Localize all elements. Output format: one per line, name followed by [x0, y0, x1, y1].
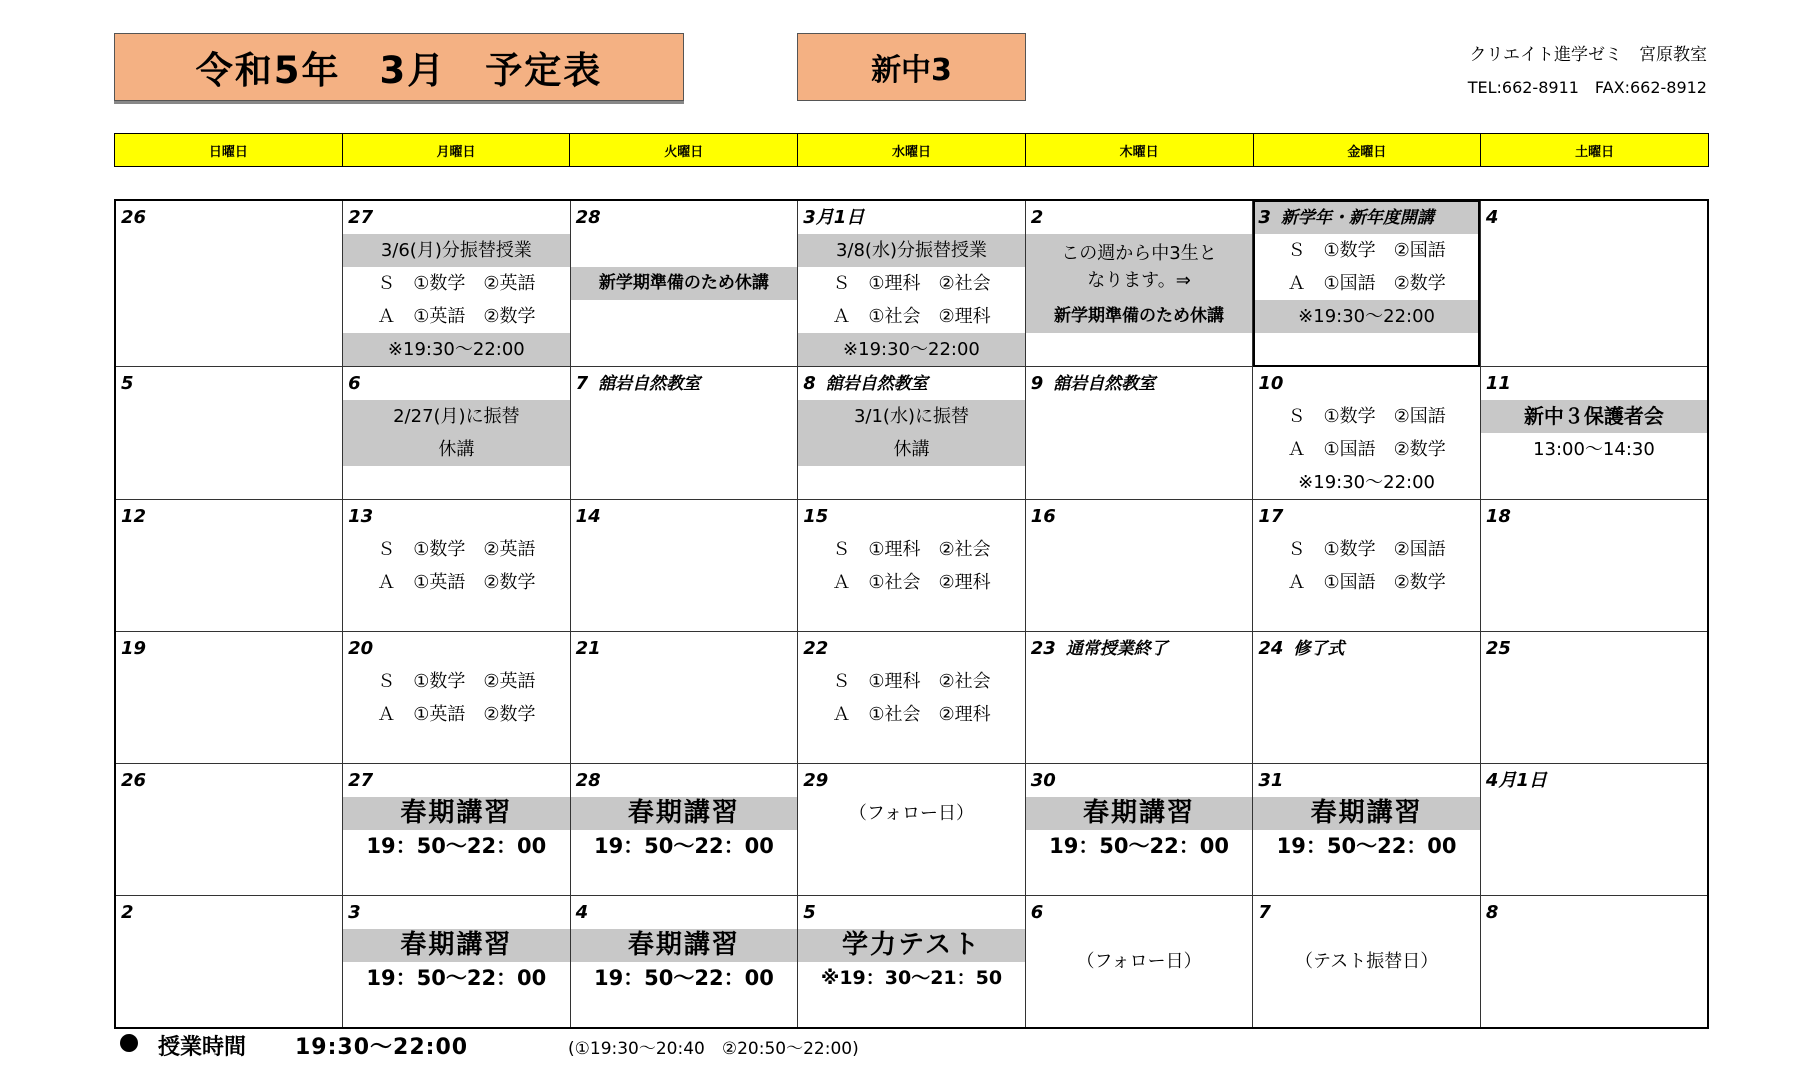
- calendar-week: [115, 632, 1708, 764]
- calendar-cell: [1480, 200, 1708, 367]
- calendar-cell: [798, 200, 1026, 367]
- day-number: 28: [575, 770, 601, 791]
- day-number: 21: [575, 638, 601, 659]
- calendar-cell: [1253, 764, 1481, 896]
- school-contact: TEL:662-8911 FAX:662-8912: [1467, 78, 1707, 97]
- schedule-line: Ｓ ①理科 ②社会: [832, 539, 991, 560]
- day-number: 11: [1485, 373, 1511, 394]
- session-time: ※19：30～21：50: [820, 967, 1003, 989]
- weekday-header: [114, 133, 1709, 167]
- calendar-cell: [343, 367, 571, 500]
- event-label: 修了式: [1293, 639, 1345, 659]
- schedule-line: Ａ ①国語 ②数学: [1287, 439, 1446, 460]
- schedule-line: Ａ ①英語 ②数学: [377, 572, 536, 593]
- calendar-cell: [570, 500, 798, 632]
- day-number: 4: [575, 902, 589, 923]
- day-number: 4月1日: [1485, 770, 1547, 791]
- calendar-cell: [343, 200, 571, 367]
- event-label: 舘岩自然教室: [1053, 374, 1156, 394]
- schedule-line: 3/8(水)分振替授業: [798, 234, 1025, 267]
- calendar-cell: [115, 500, 343, 632]
- calendar-cell: [570, 896, 798, 1028]
- schedule-note: [1026, 234, 1253, 300]
- calendar-cell: [1025, 632, 1253, 764]
- day-number: 28: [575, 207, 601, 228]
- calendar-cell: [570, 200, 798, 367]
- schedule-line: ※19:30～22:00: [798, 333, 1025, 366]
- session-time: 19：50～22：00: [1276, 834, 1457, 858]
- schedule-line: 13:00～14:30: [1533, 439, 1655, 460]
- session-time: 19：50～22：00: [593, 966, 774, 990]
- session-title: 春期講習: [571, 797, 798, 830]
- session-title: 春期講習: [343, 797, 570, 830]
- event-label: 舘岩自然教室: [598, 374, 701, 394]
- calendar-cell: [798, 896, 1026, 1028]
- calendar-cell: [798, 367, 1026, 500]
- bullet-icon: [120, 1034, 138, 1052]
- calendar-cell: [570, 367, 798, 500]
- schedule-line: Ａ ①社会 ②理科: [832, 704, 991, 725]
- event-label: 舘岩自然教室: [825, 374, 928, 394]
- calendar-cell: [1253, 896, 1481, 1028]
- day-number: 25: [1485, 638, 1511, 659]
- schedule-line: Ａ ①英語 ②数学: [377, 306, 536, 327]
- calendar-cell: [1253, 500, 1481, 632]
- calendar-cell: [1253, 367, 1481, 500]
- class-time-value: 19:30～22:00: [295, 1035, 469, 1060]
- event-label: 通常授業終了: [1065, 639, 1168, 659]
- calendar-cell: [570, 764, 798, 896]
- weekday-thu: 木曜日: [1025, 134, 1253, 167]
- calendar-grid: [114, 199, 1709, 1029]
- schedule-line: Ａ ①社会 ②理科: [832, 306, 991, 327]
- schedule-line: 2/27(月)に振替: [343, 400, 570, 433]
- day-number: 18: [1485, 506, 1511, 527]
- calendar-cell: [343, 764, 571, 896]
- calendar-cell: [1025, 200, 1253, 367]
- schedule-line: Ｓ ①数学 ②国語: [1287, 539, 1446, 560]
- calendar-cell: [1253, 200, 1481, 367]
- schedule-line: ※19:30～22:00: [1298, 472, 1435, 493]
- day-number: 19: [121, 638, 147, 659]
- schedule-line: 3/6(月)分振替授業: [343, 234, 570, 267]
- day-number: 4: [1485, 207, 1499, 228]
- calendar-cell: [1025, 500, 1253, 632]
- class-time-label: 授業時間: [158, 1035, 247, 1060]
- calendar-cell: [570, 632, 798, 764]
- calendar-cell: [115, 764, 343, 896]
- day-number: 3 新学年・新年度開講: [1253, 201, 1480, 234]
- day-number: 22: [803, 638, 829, 659]
- schedule-line: 3/1(水)に振替: [798, 400, 1025, 433]
- calendar-cell: [343, 632, 571, 764]
- calendar-cell: [1025, 367, 1253, 500]
- calendar-cell: [1480, 500, 1708, 632]
- day-number: 2: [1030, 207, 1044, 228]
- schedule-line: Ｓ ①数学 ②英語: [377, 539, 536, 560]
- weekday-wed: 水曜日: [798, 134, 1026, 167]
- schedule-line: Ｓ ①理科 ②社会: [832, 273, 991, 294]
- day-number: 23 通常授業終了: [1030, 638, 1168, 659]
- session-time: 19：50～22：00: [593, 834, 774, 858]
- session-time: 19：50～22：00: [1049, 834, 1229, 858]
- test-makeup-label: （テスト振替日）: [1294, 951, 1439, 972]
- calendar-week: [115, 764, 1708, 896]
- calendar-cell: [798, 500, 1026, 632]
- day-number: 10: [1258, 373, 1284, 394]
- schedule-line: 新学期準備のため休講: [571, 267, 798, 300]
- calendar-cell: [1480, 367, 1708, 500]
- calendar-cell: [1480, 896, 1708, 1028]
- day-number: 15: [803, 506, 829, 527]
- schedule-line: Ａ ①国語 ②数学: [1287, 273, 1446, 294]
- session-time: 19：50～22：00: [366, 834, 547, 858]
- day-number: 9 舘岩自然教室: [1030, 373, 1156, 394]
- class-time-detail: (①19:30～20:40 ②20:50～22:00): [568, 1039, 859, 1059]
- schedule-line: 新学期準備のため休講: [1026, 300, 1253, 333]
- weekday-fri: 金曜日: [1253, 134, 1481, 167]
- schedule-line: Ａ ①社会 ②理科: [832, 572, 991, 593]
- day-number: 5: [803, 902, 816, 923]
- calendar-cell: [798, 632, 1026, 764]
- weekday-mon: 月曜日: [342, 134, 570, 167]
- weekday-tue: 火曜日: [570, 134, 798, 167]
- schedule-line: 休講: [343, 433, 570, 466]
- calendar-cell: [343, 500, 571, 632]
- calendar-cell: [1480, 764, 1708, 896]
- day-number: 6: [348, 373, 361, 394]
- event-label: 新学年・新年度開講: [1280, 208, 1434, 228]
- day-number: 20: [348, 638, 374, 659]
- day-number: 13: [348, 506, 374, 527]
- session-title: 学力テスト: [798, 929, 1025, 962]
- schedule-line: ※19:30～22:00: [343, 333, 570, 366]
- calendar-cell: [1480, 632, 1708, 764]
- day-number: 24 修了式: [1258, 638, 1345, 659]
- session-title: 春期講習: [343, 929, 570, 962]
- calendar-cell: [798, 764, 1026, 896]
- schedule-line: なります。⇒: [1087, 270, 1191, 291]
- schedule-line: Ｓ ①数学 ②国語: [1287, 240, 1446, 261]
- calendar-cell: [1253, 632, 1481, 764]
- calendar-week: [115, 200, 1708, 367]
- calendar-cell: [115, 896, 343, 1028]
- session-title: 春期講習: [1026, 797, 1253, 830]
- weekday-sat: 土曜日: [1481, 134, 1709, 167]
- schedule-line: ※19:30～22:00: [1253, 300, 1480, 333]
- day-number: 2: [121, 902, 134, 923]
- calendar-cell: [1025, 896, 1253, 1028]
- schedule-line: 休講: [798, 433, 1025, 466]
- day-number: 16: [1030, 506, 1056, 527]
- day-number: 12: [121, 506, 147, 527]
- day-number: 27: [348, 207, 374, 228]
- follow-day-label: （フォロー日）: [1076, 951, 1202, 972]
- session-title: 春期講習: [571, 929, 798, 962]
- schedule-line: Ａ ①英語 ②数学: [377, 704, 536, 725]
- follow-day-label: （フォロー日）: [848, 803, 975, 824]
- calendar-week: [115, 896, 1708, 1028]
- day-number: 8: [1485, 902, 1499, 923]
- day-number: 27: [348, 770, 374, 791]
- day-number: 26: [121, 770, 147, 791]
- calendar-cell: [1025, 764, 1253, 896]
- day-number: 6: [1030, 902, 1044, 923]
- session-time: 19：50～22：00: [366, 966, 547, 990]
- calendar-week: [115, 367, 1708, 500]
- calendar-cell: [115, 632, 343, 764]
- schedule-line: この週から中3生と: [1061, 243, 1217, 264]
- calendar-cell: [115, 200, 343, 367]
- school-name: クリエイト進学ゼミ 宮原教室: [1469, 45, 1707, 65]
- grade-label: 新中3: [797, 33, 1026, 101]
- day-number: 7 舘岩自然教室: [575, 373, 701, 394]
- day-number: 26: [121, 207, 147, 228]
- calendar-cell: [115, 367, 343, 500]
- day-number: 7: [1258, 902, 1271, 923]
- day-number: 14: [575, 506, 601, 527]
- day-number: 30: [1030, 770, 1056, 791]
- calendar-week: [115, 500, 1708, 632]
- session-title: 春期講習: [1253, 797, 1480, 830]
- weekday-sun: 日曜日: [115, 134, 343, 167]
- day-number: 8 舘岩自然教室: [803, 373, 928, 394]
- day-number: 29: [803, 770, 829, 791]
- calendar-cell: [343, 896, 571, 1028]
- day-number: 31: [1258, 770, 1284, 791]
- day-number: 3: [348, 902, 361, 923]
- page-title: 令和5年 3月 予定表: [114, 33, 684, 101]
- schedule-line: Ｓ ①数学 ②国語: [1287, 406, 1446, 427]
- schedule-line: 新中３保護者会: [1481, 400, 1707, 433]
- schedule-line: Ｓ ①数学 ②英語: [377, 671, 536, 692]
- schedule-line: Ｓ ①数学 ②英語: [377, 273, 536, 294]
- day-number: 3月1日: [803, 207, 865, 228]
- day-number: 17: [1258, 506, 1284, 527]
- day-number: 5: [121, 373, 134, 394]
- schedule-line: Ｓ ①理科 ②社会: [832, 671, 991, 692]
- schedule-line: Ａ ①国語 ②数学: [1287, 572, 1446, 593]
